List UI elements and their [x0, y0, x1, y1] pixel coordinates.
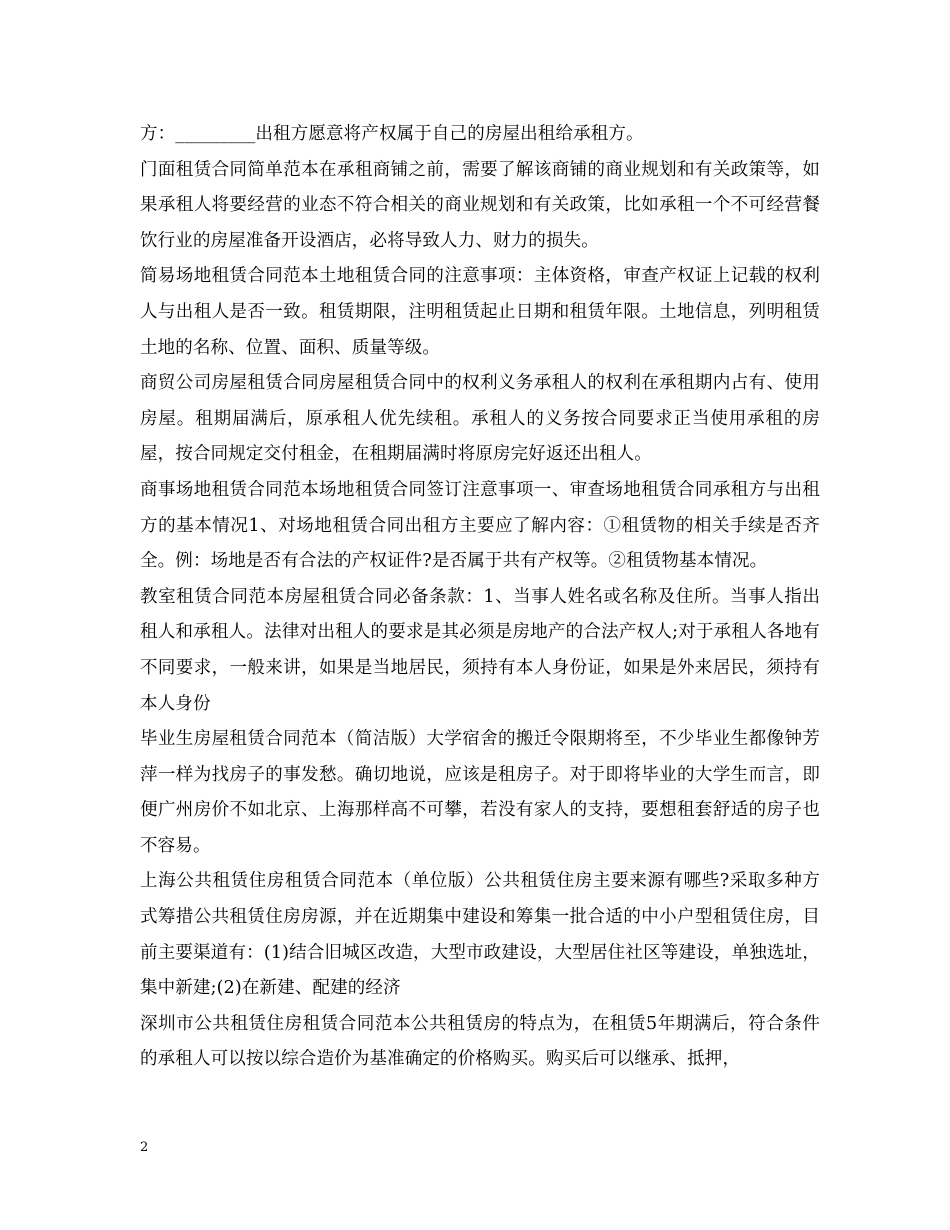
paragraph-shenzhen-public-rental: 深圳市公共租赁住房租赁合同范本公共租赁房的特点为，在租赁5年期满后，符合条件的承租人可以按以综合造价为基准确定的价格购买。购买后可以继承、抵押，: [140, 1013, 820, 1070]
paragraph-graduate-housing-lease: 毕业生房屋租赁合同范本（简洁版）大学宿舍的搬迁令限期将至，不少毕业生都像钟芳萍一样为找房子的事发愁。确切地说，应该是租房子。对于即将毕业的大学生而言，即便广州房价不如北京、上海那样高不可攀，若没有家人的支持，要想租套舒适的房子也不容易。: [140, 729, 820, 856]
paragraph-commercial-site-lease: 商事场地租赁合同范本场地租赁合同签订注意事项一、审查场地租赁合同承租方与出租方的基本情况1、对场地租赁合同出租方主要应了解内容：①租赁物的相关手续是否齐全。例：场地是否有合法的产权证件?是否属于共有产权等。②租赁物基本情况。: [140, 479, 820, 572]
paragraph-lessor-intent: 方：_________出租方愿意将产权属于自己的房屋出租给承租方。: [140, 124, 644, 144]
paragraph-trading-company-lease: 商贸公司房屋租赁合同房屋租赁合同中的权利义务承租人的权利在承租期内占有、使用房屋。租期届满后，原承租人优先续租。承租人的义务按合同要求正当使用承租的房屋，按合同规定交付租金，在租期届满时将原房完好返还出租人。: [140, 373, 820, 465]
paragraph-classroom-lease: 教室租赁合同范本房屋租赁合同必备条款：1、当事人姓名或名称及住所。当事人指出租人和承租人。法律对出租人的要求是其必须是房地产的合法产权人;对于承租人各地有不同要求，一般来讲，如果是当地居民，须持有本人身份证，如果是外来居民，须持有本人身份: [140, 586, 820, 714]
paragraph-simple-site-lease: 简易场地租赁合同范本土地租赁合同的注意事项：主体资格，审查产权证上记载的权利人与出租人是否一致。租赁期限，注明租赁起止日期和租赁年限。土地信息，列明租赁土地的名称、位置、面积、质量等级。: [140, 266, 820, 358]
paragraph-storefront-lease: 门面租赁合同简单范本在承租商铺之前，需要了解该商铺的商业规划和有关政策等，如果承租人将要经营的业态不符合相关的商业规划和有关政策，比如承租一个不可经营餐饮行业的房屋准备开设酒店，必将导致人力、财力的损失。: [140, 159, 820, 251]
paragraph-shanghai-public-rental: 上海公共租赁住房租赁合同范本（单位版）公共租赁住房主要来源有哪些?采取多种方式筹措公共租赁住房房源，并在近期集中建设和筹集一批合适的中小户型租赁住房，目前主要渠道有：(1)结合旧城区改造，大型市政建设，大型居住社区等建设，单独选址，集中新建;(2)在新建、配建的经济: [140, 871, 820, 999]
document-body: [140, 117, 820, 1078]
page-number: 2: [140, 1140, 149, 1155]
